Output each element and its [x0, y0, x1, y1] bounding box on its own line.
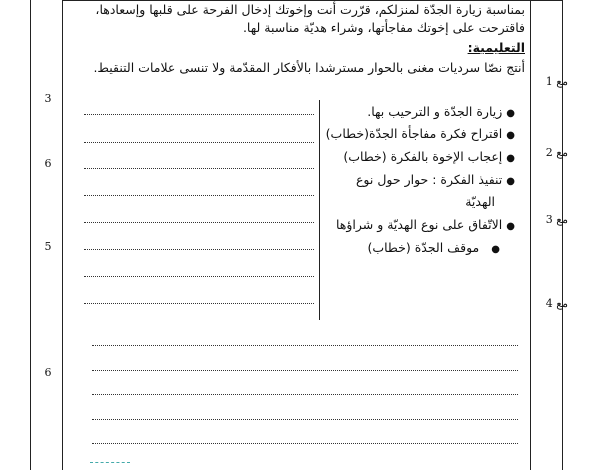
criteria-column-divider [530, 0, 531, 470]
context-line-1: بمناسبة زيارة الجدّة لمنزلكم، قرّرت أنت وإخوتك إدخال الفرحة على قلبها وإسعادها، [95, 2, 525, 17]
writing-line-long [92, 345, 518, 346]
writing-line [84, 142, 314, 143]
idea-item: ●تنفيذ الفكرة : حوار حول نوع [355, 172, 515, 187]
idea-item: ●موقف الجدّة (خطاب) [367, 240, 500, 255]
score-column-divider [62, 0, 63, 470]
instruction-title: التعليمية: [467, 40, 525, 55]
score-2: 6 [44, 157, 52, 170]
writing-line-long [92, 443, 518, 444]
writing-line [84, 303, 314, 304]
header-bottom-line [62, 0, 562, 1]
idea-item: ●إعجاب الإخوة بالفكرة (خطاب) [343, 149, 515, 164]
idea-item: ●زيارة الجدّة و الترحيب بها. [367, 104, 515, 119]
score-3: 5 [44, 240, 52, 253]
left-border [30, 0, 31, 470]
bullet-icon: ● [506, 221, 515, 232]
writing-line [84, 276, 314, 277]
score-1: 3 [44, 92, 52, 105]
writing-line [84, 249, 314, 250]
idea-item-continuation: الهديّة [465, 194, 495, 209]
criterion-1: مع 1 [545, 75, 568, 88]
idea-item: ●الاتّفاق على نوع الهديّة و شراؤها [335, 217, 515, 232]
writing-line-long [92, 370, 518, 371]
ideas-box-divider [319, 100, 320, 320]
criterion-2: مع 2 [545, 146, 568, 159]
writing-line-long [92, 394, 518, 395]
writing-line [84, 114, 314, 115]
bullet-icon: ● [506, 108, 515, 119]
instruction-text: أنتج نصّا سرديات مغنى بالحوار مسترشدا بالأفكار المقدّمة ولا تنسى علامات التنقيط. [93, 60, 525, 75]
page-edge-mark [90, 462, 130, 469]
bullet-icon: ● [506, 176, 515, 187]
writing-line [84, 168, 314, 169]
bullet-icon: ● [506, 130, 515, 141]
criterion-4: مع 4 [545, 297, 568, 310]
writing-line-long [92, 419, 518, 420]
criterion-3: مع 3 [545, 213, 568, 226]
writing-line [84, 222, 314, 223]
right-border [562, 0, 563, 470]
writing-line [84, 195, 314, 196]
score-4: 6 [44, 366, 52, 379]
context-line-2: فاقترحت على إخوتك مفاجأتها، وشراء هديّة مناسبة لها. [242, 20, 525, 35]
bullet-icon: ● [506, 153, 515, 164]
bullet-icon: ● [491, 244, 500, 255]
idea-item: ●اقتراح فكرة مفاجأة الجدّة(خطاب) [325, 126, 515, 141]
